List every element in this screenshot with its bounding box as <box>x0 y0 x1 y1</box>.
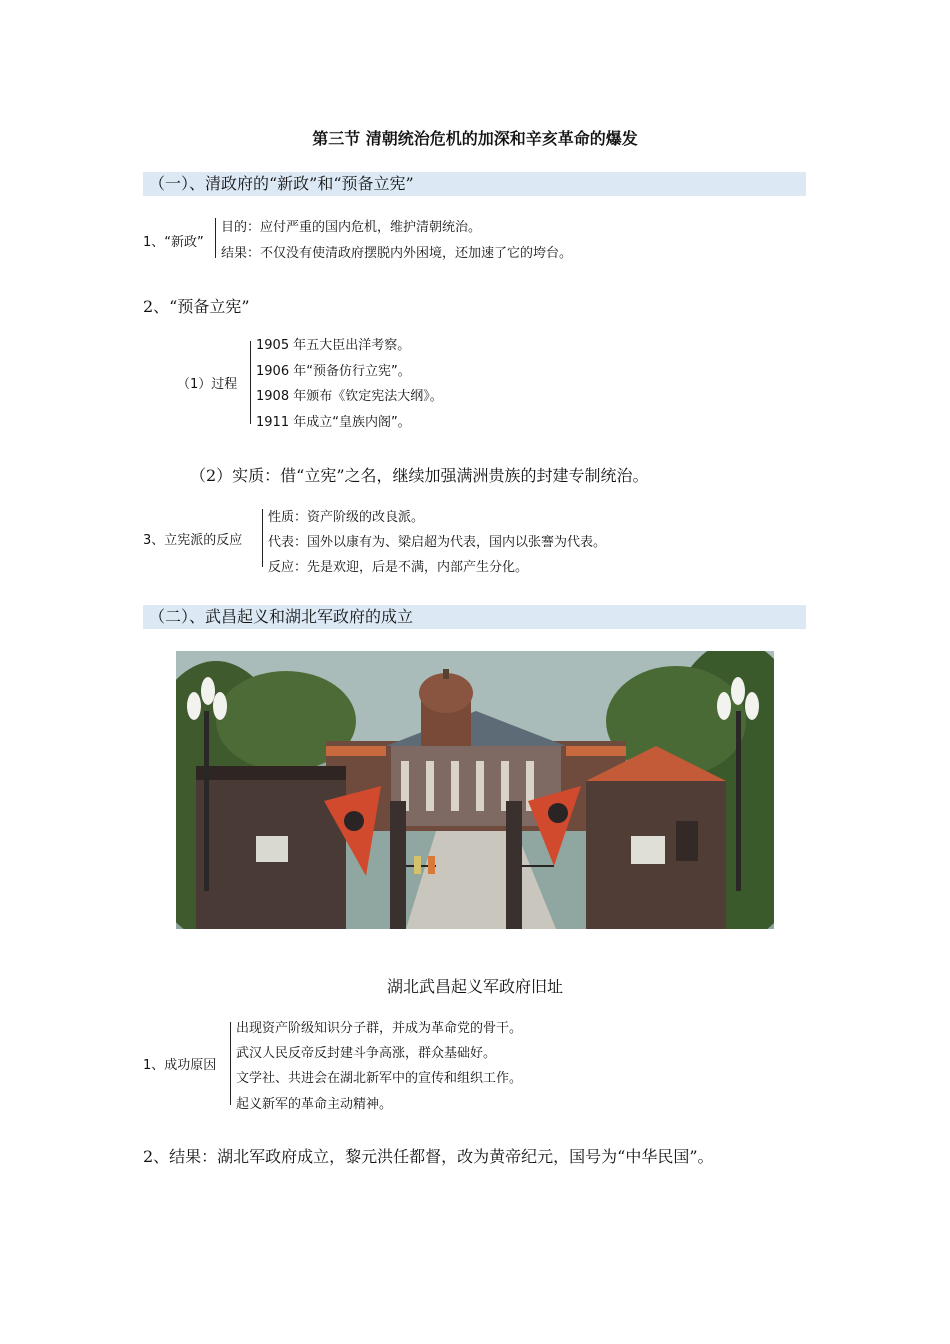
reformist-label: 3、立宪派的反应 <box>143 533 243 548</box>
new-policy-line-2: 结果：不仅没有使清政府摆脱内外困境，还加速了它的垮台。 <box>221 246 573 261</box>
constitution-label: 2、“预备立宪” <box>143 297 250 316</box>
process-label: （1）过程 <box>177 377 238 392</box>
page-title: 第三节 清朝统治危机的加深和辛亥革命的爆发 <box>312 129 638 148</box>
photo-caption: 湖北武昌起义军政府旧址 <box>386 977 563 996</box>
success-reasons-label: 1、成功原因 <box>143 1058 217 1073</box>
reason-line-4: 起义新军的革命主动精神。 <box>236 1097 393 1112</box>
essence-text: （2）实质：借“立宪”之名，继续加强满洲贵族的封建专制统治。 <box>190 466 649 485</box>
reformist-line-3: 反应：先是欢迎，后是不满，内部产生分化。 <box>268 560 529 575</box>
reformist-line-2: 代表：国外以康有为、梁启超为代表，国内以张謇为代表。 <box>268 535 607 550</box>
brace <box>215 218 216 258</box>
process-line-4: 1911 年成立“皇族内阁”。 <box>256 415 411 430</box>
section-heading-2: （二）、武昌起义和湖北军政府的成立 <box>143 605 806 629</box>
process-line-1: 1905 年五大臣出洋考察。 <box>256 338 411 353</box>
section-heading-1: （一）、清政府的“新政”和“预备立宪” <box>143 172 806 196</box>
reason-line-2: 武汉人民反帝反封建斗争高涨，群众基础好。 <box>236 1046 497 1061</box>
new-policy-label: 1、“新政” <box>143 235 204 250</box>
brace <box>230 1022 231 1105</box>
process-line-3: 1908 年颁布《钦定宪法大纲》。 <box>256 389 443 404</box>
reason-line-1: 出现资产阶级知识分子群，并成为革命党的骨干。 <box>236 1021 523 1036</box>
result-text: 2、结果：湖北军政府成立，黎元洪任都督，改为黄帝纪元，国号为“中华民国”。 <box>143 1147 714 1166</box>
reformist-line-1: 性质：资产阶级的改良派。 <box>268 510 425 525</box>
new-policy-line-1: 目的：应付严重的国内危机，维护清朝统治。 <box>221 220 482 235</box>
reason-line-3: 文学社、共进会在湖北新军中的宣传和组织工作。 <box>236 1071 523 1086</box>
brace <box>250 341 251 424</box>
process-line-2: 1906 年“预备仿行立宪”。 <box>256 364 411 379</box>
military-government-photo <box>176 651 774 929</box>
brace <box>262 509 263 567</box>
